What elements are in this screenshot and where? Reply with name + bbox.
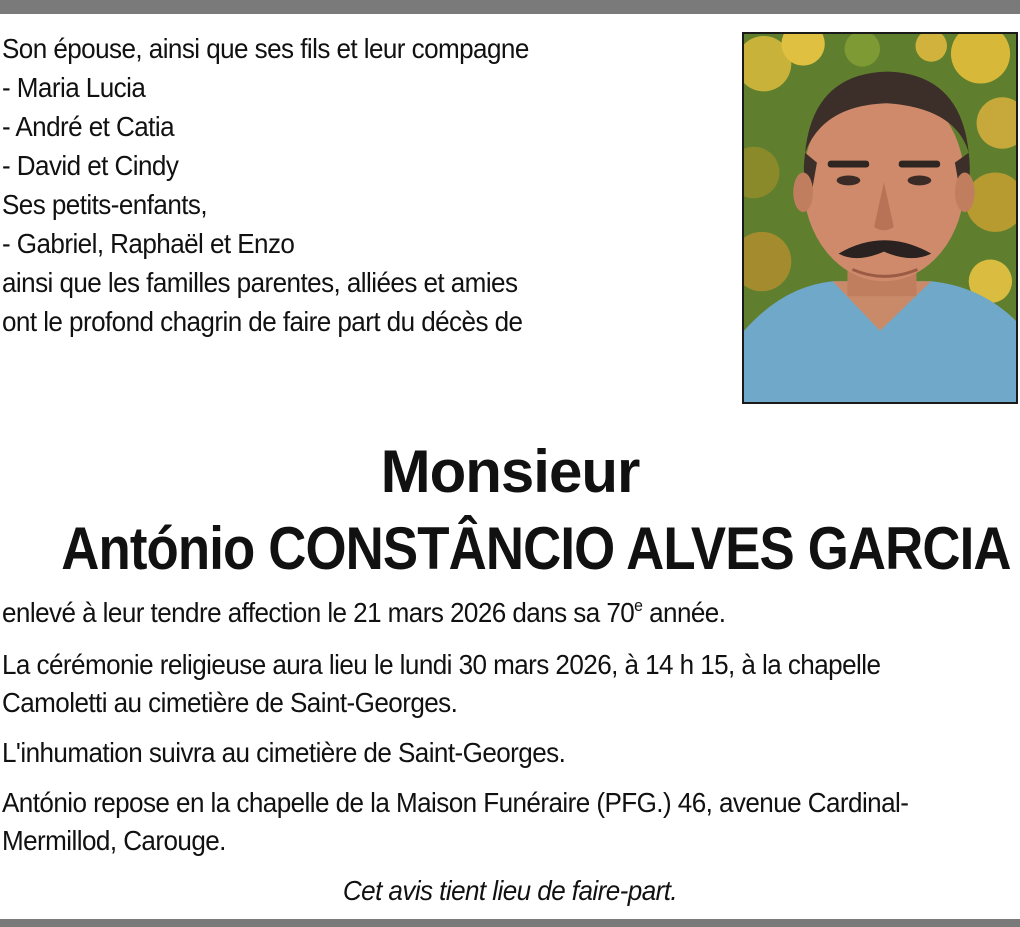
burial-paragraph: L'inhumation suivra au cimetière de Saint-Georges. (2, 737, 566, 768)
intro-line: - David et Cindy (2, 150, 179, 181)
closing-note: Cet avis tient lieu de faire-part. (342, 875, 678, 906)
intro-line: - Maria Lucia (2, 72, 146, 103)
portrait-photo (742, 32, 1018, 404)
portrait-photo-icon (744, 34, 1016, 402)
intro-line: Son épouse, ainsi que ses fils et leur compagne (2, 33, 529, 64)
ceremony-line: La cérémonie religieuse aura lieu le lundi 30 mars 2026, à 14 h 15, à la chapelle (2, 649, 881, 680)
top-rule (0, 0, 1020, 14)
rest-paragraph (2, 784, 960, 860)
intro-line: ont le profond chagrin de faire part du décès de (2, 306, 523, 337)
intro-line: - Gabriel, Raphaël et Enzo (2, 228, 295, 259)
ceremony-line: Camoletti au cimetière de Saint-Georges. (2, 687, 458, 718)
death-notice-line (2, 594, 960, 632)
honorific: Monsieur (380, 438, 640, 505)
ordinal-suffix: e (634, 596, 643, 615)
bottom-rule (0, 919, 1020, 927)
rest-line: António repose en la chapelle de la Maison Funéraire (PFG.) 46, avenue Cardinal- (2, 787, 909, 818)
intro-line: ainsi que les familles parentes, alliées et amies (2, 267, 518, 298)
death-text-end: année. (642, 597, 726, 628)
rest-line: Mermillod, Carouge. (2, 825, 226, 856)
deceased-name: António CONSTÂNCIO ALVES GARCIA (61, 515, 1011, 582)
intro-line: - André et Catia (2, 111, 175, 142)
intro-line: Ses petits-enfants, (2, 189, 208, 220)
family-announcement (2, 29, 672, 341)
ceremony-paragraph (2, 646, 960, 722)
death-text: enlevé à leur tendre affection le 21 mars 2026 dans sa 70 (2, 597, 635, 628)
